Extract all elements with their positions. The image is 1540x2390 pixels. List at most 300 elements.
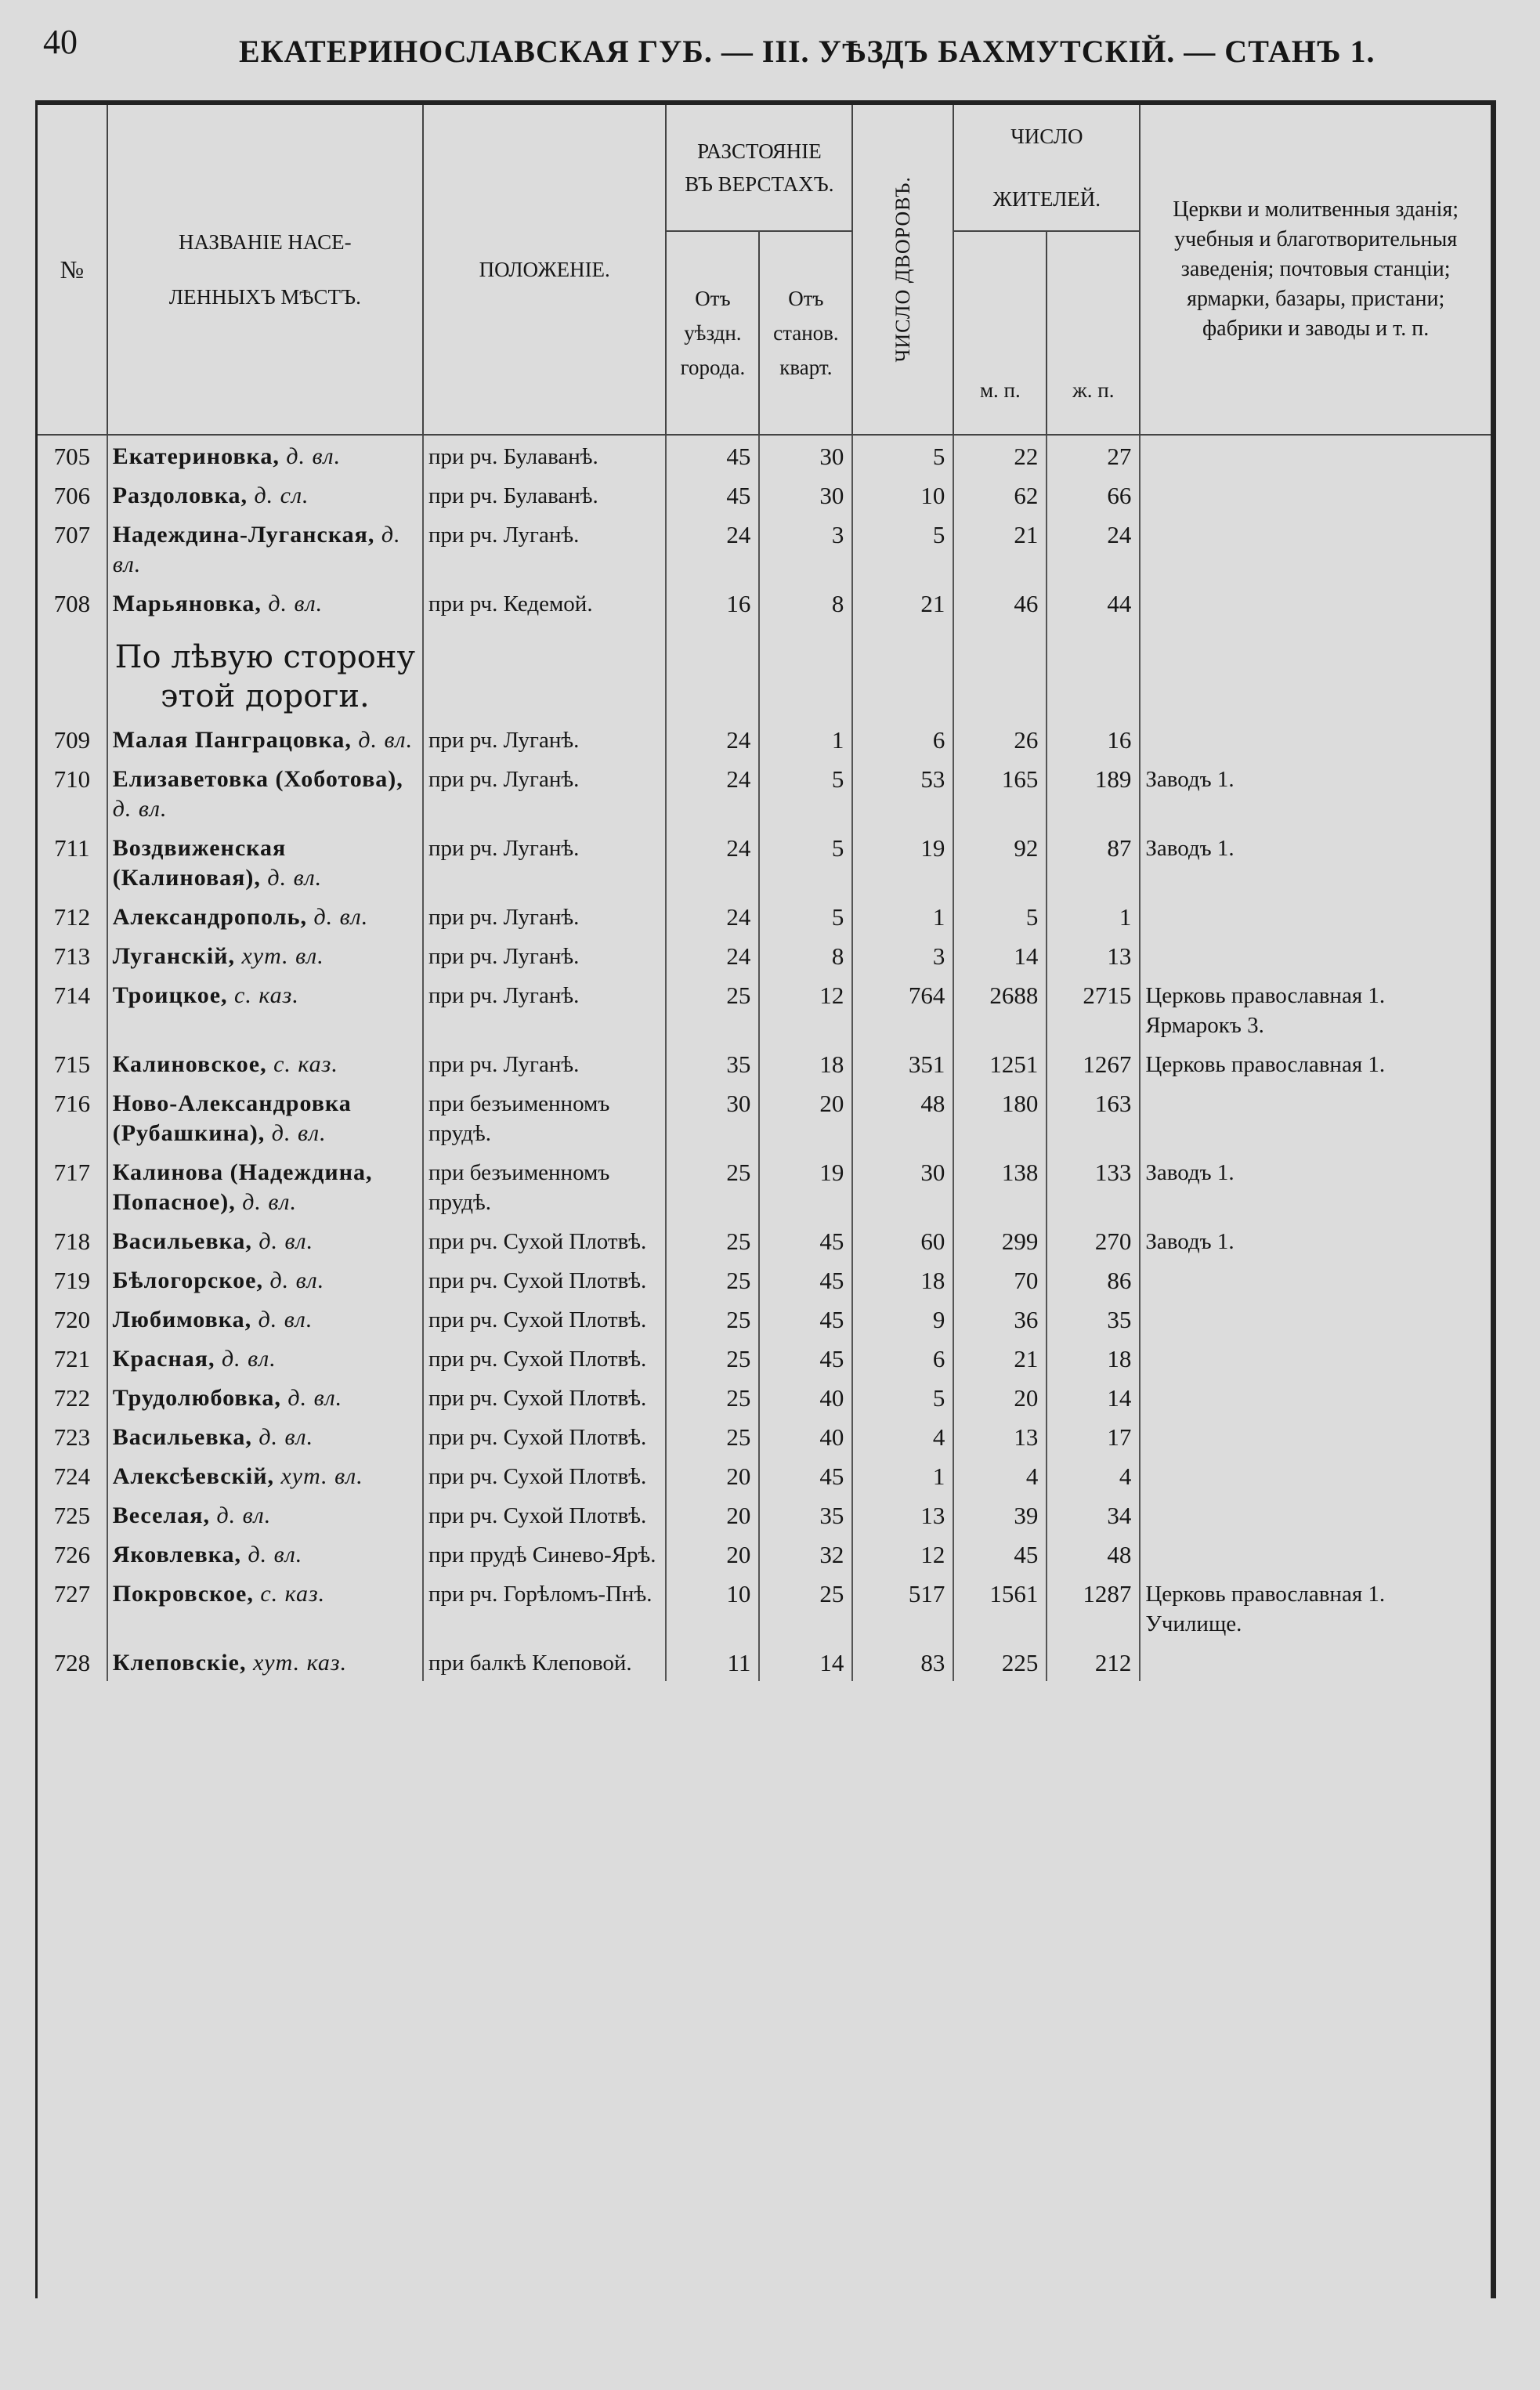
- distance-from-city: 24: [666, 935, 759, 974]
- distance-from-city: 25: [666, 1152, 759, 1220]
- male-count: 299: [953, 1220, 1047, 1260]
- settlement-name: [107, 896, 423, 935]
- settlement-name-text: Раздоловка,: [112, 483, 248, 508]
- settlement-name-text: Васильевка,: [112, 1228, 252, 1254]
- male-count: 39: [953, 1495, 1047, 1534]
- female-count: 18: [1047, 1338, 1140, 1377]
- female-count: 1: [1047, 896, 1140, 935]
- settlement-name: [107, 1377, 423, 1416]
- settlement-position: при рч. Сухой Плотвѣ.: [423, 1260, 667, 1299]
- settlement-name: [107, 475, 423, 514]
- col-distance-header: РАЗСТОЯНІЕ ВЪ ВЕРСТАХЪ.: [666, 105, 852, 231]
- distance-from-city: 16: [666, 583, 759, 622]
- female-count: 163: [1047, 1083, 1140, 1152]
- female-count: 17: [1047, 1416, 1140, 1455]
- households-count: 10: [852, 475, 953, 514]
- settlement-kind: д. вл.: [112, 796, 168, 822]
- settlement-name: [107, 1043, 423, 1083]
- row-number: 722: [38, 1377, 107, 1416]
- female-count: 27: [1047, 435, 1140, 475]
- male-count: 20: [953, 1377, 1047, 1416]
- notes-cell: Церковь православная 1. Училище.: [1145, 1582, 1386, 1636]
- households-count: 60: [852, 1220, 953, 1260]
- table-row: [38, 1455, 1491, 1495]
- female-count: 87: [1047, 827, 1140, 896]
- settlement-name: [107, 1338, 423, 1377]
- settlement-position: при рч. Сухой Плотвѣ.: [423, 1377, 667, 1416]
- male-count: 1561: [953, 1573, 1047, 1642]
- settlement-name-text: Елизаветовка (Хоботова),: [112, 766, 403, 792]
- settlement-name: [107, 1642, 423, 1681]
- notes-cell: [1140, 1416, 1491, 1455]
- female-count: 44: [1047, 583, 1140, 622]
- settlement-name-text: Трудолюбовка,: [112, 1385, 281, 1411]
- distance-from-stan: 35: [759, 1495, 852, 1534]
- households-count: 3: [852, 935, 953, 974]
- row-number: 728: [38, 1642, 107, 1681]
- col-households-header: [852, 105, 953, 435]
- table-row: [38, 1377, 1491, 1416]
- settlement-name-text: Клеповскіе,: [112, 1650, 247, 1676]
- table-row: [38, 719, 1491, 758]
- male-count: 92: [953, 827, 1047, 896]
- row-number: 717: [38, 1152, 107, 1220]
- distance-from-city: 25: [666, 974, 759, 1043]
- notes-cell: [1140, 1642, 1491, 1681]
- households-count: 764: [852, 974, 953, 1043]
- notes-cell: [1140, 896, 1491, 935]
- settlement-kind: с. каз.: [234, 982, 299, 1008]
- distance-from-stan: 12: [759, 974, 852, 1043]
- row-number: 708: [38, 583, 107, 622]
- row-number: 714: [38, 974, 107, 1043]
- col-notes-header: Церкви и молитвенныя зданія; учебныя и благотворительныя заведенія; почтовыя станціи; ярмарки, базары, пристани; фабрики и заводы и т. п.: [1140, 105, 1491, 435]
- settlement-name-text: Марьяновка,: [112, 591, 262, 616]
- distance-from-stan: 5: [759, 896, 852, 935]
- distance-from-city: 45: [666, 435, 759, 475]
- notes-cell: [1140, 1534, 1491, 1573]
- distance-from-stan: 40: [759, 1416, 852, 1455]
- distance-from-stan: 32: [759, 1534, 852, 1573]
- settlement-kind: хут. каз.: [252, 1650, 348, 1676]
- female-count: 13: [1047, 935, 1140, 974]
- settlement-kind: д. вл.: [267, 865, 323, 891]
- notes-cell: Церковь православная 1.: [1145, 1052, 1386, 1077]
- settlements-table: [38, 105, 1491, 1681]
- notes-cell: [1140, 514, 1491, 583]
- distance-from-city: 25: [666, 1260, 759, 1299]
- households-count: 517: [852, 1573, 953, 1642]
- row-number: 719: [38, 1260, 107, 1299]
- distance-from-stan: 20: [759, 1083, 852, 1152]
- table-row: [38, 1043, 1491, 1083]
- row-number: 711: [38, 827, 107, 896]
- female-count: 14: [1047, 1377, 1140, 1416]
- col-male-header: м. п.: [953, 231, 1047, 435]
- notes-cell: Заводъ 1.: [1145, 1229, 1235, 1254]
- settlement-kind: д. вл.: [216, 1502, 272, 1528]
- table-row: [38, 1642, 1491, 1681]
- settlement-name-text: Луганскій,: [112, 943, 235, 969]
- settlement-name: [107, 1260, 423, 1299]
- female-count: 24: [1047, 514, 1140, 583]
- table-row: [38, 1338, 1491, 1377]
- distance-from-city: 24: [666, 827, 759, 896]
- distance-from-stan: 19: [759, 1152, 852, 1220]
- settlement-name-text: Ново-Александровка (Рубашкина),: [112, 1090, 352, 1146]
- row-number: 726: [38, 1534, 107, 1573]
- row-number: 727: [38, 1573, 107, 1642]
- notes-cell: Церковь православная 1. Ярмарокъ 3.: [1145, 983, 1386, 1038]
- distance-from-city: 20: [666, 1495, 759, 1534]
- table-row: [38, 1534, 1491, 1573]
- settlement-kind: д. вл.: [286, 443, 342, 469]
- settlement-name-text: Красная,: [112, 1346, 215, 1372]
- settlement-kind: с. каз.: [273, 1051, 338, 1077]
- settlement-name: [107, 1220, 423, 1260]
- settlement-kind: с. каз.: [260, 1581, 326, 1607]
- settlement-name-text: Бѣлогорское,: [112, 1267, 263, 1293]
- female-count: 66: [1047, 475, 1140, 514]
- notes-cell: [1140, 1260, 1491, 1299]
- settlement-kind: хут. вл.: [280, 1463, 363, 1489]
- row-number: 718: [38, 1220, 107, 1260]
- male-count: 36: [953, 1299, 1047, 1338]
- settlement-name: [107, 1495, 423, 1534]
- table-row: [38, 896, 1491, 935]
- settlement-position: при рч. Луганѣ.: [423, 974, 667, 1043]
- settlement-name: [107, 827, 423, 896]
- distance-from-city: 25: [666, 1299, 759, 1338]
- distance-from-stan: 5: [759, 827, 852, 896]
- settlement-position: при рч. Луганѣ.: [423, 1043, 667, 1083]
- table-row: [38, 1495, 1491, 1534]
- settlement-position: при рч. Сухой Плотвѣ.: [423, 1220, 667, 1260]
- col-number-header: №: [38, 105, 107, 435]
- notes-cell: [1140, 1495, 1491, 1534]
- row-number: 707: [38, 514, 107, 583]
- settlement-name-text: Алексѣевскій,: [112, 1463, 274, 1489]
- settlement-name: [107, 1455, 423, 1495]
- settlement-name: [107, 758, 423, 827]
- male-count: 138: [953, 1152, 1047, 1220]
- settlement-position: при рч. Горѣломъ-Пнѣ.: [423, 1573, 667, 1642]
- households-count: 30: [852, 1152, 953, 1220]
- table-row: [38, 1299, 1491, 1338]
- section-row: [38, 622, 1491, 719]
- settlement-name-text: Малая Панграцовка,: [112, 727, 352, 753]
- female-count: 4: [1047, 1455, 1140, 1495]
- notes-cell: Заводъ 1.: [1145, 1160, 1235, 1185]
- settlement-name: [107, 719, 423, 758]
- table-row: [38, 435, 1491, 475]
- households-count: 6: [852, 719, 953, 758]
- settlement-position: при балкѣ Клеповой.: [423, 1642, 667, 1681]
- settlement-position: при рч. Луганѣ.: [423, 935, 667, 974]
- settlement-name: [107, 1299, 423, 1338]
- table-row: [38, 1220, 1491, 1260]
- settlement-position: при рч. Сухой Плотвѣ.: [423, 1455, 667, 1495]
- settlement-name-text: Калинова (Надеждина, Попасное),: [112, 1159, 373, 1215]
- table-row: [38, 1083, 1491, 1152]
- distance-from-stan: 40: [759, 1377, 852, 1416]
- settlement-kind: д. вл.: [358, 727, 414, 753]
- female-count: 1267: [1047, 1043, 1140, 1083]
- male-count: 14: [953, 935, 1047, 974]
- households-count: 1: [852, 1455, 953, 1495]
- notes-cell: [1140, 935, 1491, 974]
- distance-from-city: 24: [666, 896, 759, 935]
- settlement-name: [107, 1152, 423, 1220]
- distance-from-city: 11: [666, 1642, 759, 1681]
- distance-from-stan: 45: [759, 1220, 852, 1260]
- households-count: 48: [852, 1083, 953, 1152]
- row-number: 720: [38, 1299, 107, 1338]
- table-row: [38, 827, 1491, 896]
- notes-cell: [1140, 475, 1491, 514]
- female-count: 34: [1047, 1495, 1140, 1534]
- distance-from-city: 10: [666, 1573, 759, 1642]
- col-position-header: ПОЛОЖЕНІЕ.: [423, 105, 667, 435]
- settlement-position: при прудѣ Синево-Ярѣ.: [423, 1534, 667, 1573]
- female-count: 48: [1047, 1534, 1140, 1573]
- row-number: 710: [38, 758, 107, 827]
- settlement-position: при рч. Сухой Плотвѣ.: [423, 1495, 667, 1534]
- households-count: 83: [852, 1642, 953, 1681]
- distance-from-stan: 8: [759, 935, 852, 974]
- row-number: 715: [38, 1043, 107, 1083]
- col-name-header: НАЗВАНІЕ НАСЕ- ЛЕННЫХЪ МѢСТЪ.: [107, 105, 423, 435]
- female-count: 270: [1047, 1220, 1140, 1260]
- settlement-name-text: Воздвиженская (Калиновая),: [112, 835, 287, 891]
- distance-from-stan: 45: [759, 1260, 852, 1299]
- settlement-kind: д. вл.: [242, 1189, 298, 1215]
- col-dist-city-header: Отъ уѣздн. города.: [666, 231, 759, 435]
- distance-from-city: 30: [666, 1083, 759, 1152]
- table-row: [38, 475, 1491, 514]
- col-female-header: ж. п.: [1047, 231, 1140, 435]
- settlement-name: [107, 1534, 423, 1573]
- settlement-name-text: Александрополь,: [112, 904, 307, 930]
- row-number: 716: [38, 1083, 107, 1152]
- row-number: 724: [38, 1455, 107, 1495]
- settlement-name-text: Яковлевка,: [112, 1542, 241, 1567]
- settlement-kind: д. вл.: [112, 522, 401, 577]
- settlement-position: при рч. Булаванѣ.: [423, 475, 667, 514]
- female-count: 2715: [1047, 974, 1140, 1043]
- female-count: 133: [1047, 1152, 1140, 1220]
- row-number: 725: [38, 1495, 107, 1534]
- male-count: 45: [953, 1534, 1047, 1573]
- settlement-name-text: Васильевка,: [112, 1424, 252, 1450]
- male-count: 1251: [953, 1043, 1047, 1083]
- notes-cell: [1140, 1083, 1491, 1152]
- notes-cell: [1140, 719, 1491, 758]
- distance-from-stan: 8: [759, 583, 852, 622]
- settlement-name-text: Покровское,: [112, 1581, 254, 1607]
- male-count: 21: [953, 514, 1047, 583]
- male-count: 2688: [953, 974, 1047, 1043]
- settlement-name: [107, 935, 423, 974]
- notes-cell: Заводъ 1.: [1145, 836, 1235, 861]
- settlement-kind: д. вл.: [268, 591, 324, 616]
- settlement-name-text: Калиновское,: [112, 1051, 267, 1077]
- distance-from-stan: 14: [759, 1642, 852, 1681]
- settlement-kind: д. вл.: [258, 1307, 313, 1332]
- male-count: 225: [953, 1642, 1047, 1681]
- notes-cell: [1140, 1299, 1491, 1338]
- row-number: 705: [38, 435, 107, 475]
- distance-from-stan: 1: [759, 719, 852, 758]
- settlement-name: [107, 435, 423, 475]
- distance-from-city: 25: [666, 1416, 759, 1455]
- settlement-name-text: Любимовка,: [112, 1307, 252, 1332]
- settlement-position: при рч. Сухой Плотвѣ.: [423, 1416, 667, 1455]
- row-number: 713: [38, 935, 107, 974]
- households-count: 4: [852, 1416, 953, 1455]
- distance-from-stan: 3: [759, 514, 852, 583]
- table-row: [38, 514, 1491, 583]
- settlement-name-text: Троицкое,: [112, 982, 228, 1008]
- table-row: [38, 1152, 1491, 1220]
- distance-from-stan: 30: [759, 475, 852, 514]
- notes-cell: [1140, 1455, 1491, 1495]
- distance-from-stan: 45: [759, 1338, 852, 1377]
- households-count: 21: [852, 583, 953, 622]
- page-heading: ЕКАТЕРИНОСЛАВСКАЯ ГУБ. — III. УѢЗДЪ БАХМУТСКІЙ. — СТАНЪ 1.: [239, 34, 1376, 69]
- notes-cell: [1140, 1338, 1491, 1377]
- female-count: 189: [1047, 758, 1140, 827]
- settlement-position: при рч. Луганѣ.: [423, 896, 667, 935]
- settlement-kind: д. сл.: [254, 483, 309, 508]
- notes-cell: [1140, 583, 1491, 622]
- settlement-position: при безъименномъ прудѣ.: [423, 1083, 667, 1152]
- distance-from-stan: 45: [759, 1299, 852, 1338]
- households-count: 5: [852, 514, 953, 583]
- settlement-position: при рч. Луганѣ.: [423, 758, 667, 827]
- settlement-position: при рч. Луганѣ.: [423, 514, 667, 583]
- settlement-kind: хут. вл.: [241, 943, 324, 969]
- distance-from-city: 35: [666, 1043, 759, 1083]
- settlement-position: при рч. Кедемой.: [423, 583, 667, 622]
- distance-from-city: 24: [666, 719, 759, 758]
- settlement-name-text: Екатериновка,: [112, 443, 280, 469]
- section-title: По лѣвую сторону этой дороги.: [114, 639, 415, 714]
- female-count: 1287: [1047, 1573, 1140, 1642]
- households-label: ЧИСЛО ДВОРОВЪ.: [891, 176, 914, 363]
- settlement-name: [107, 974, 423, 1043]
- row-number: 706: [38, 475, 107, 514]
- male-count: 4: [953, 1455, 1047, 1495]
- notes-cell: [1140, 435, 1491, 475]
- settlement-kind: д. вл.: [248, 1542, 303, 1567]
- households-count: 5: [852, 435, 953, 475]
- settlement-kind: д. вл.: [269, 1267, 325, 1293]
- page-number: 40: [43, 23, 78, 61]
- settlement-name-text: Надеждина-Луганская,: [112, 522, 375, 548]
- col-dist-stan-header: Отъ станов. кварт.: [759, 231, 852, 435]
- table-row: [38, 583, 1491, 622]
- households-count: 53: [852, 758, 953, 827]
- households-count: 1: [852, 896, 953, 935]
- male-count: 70: [953, 1260, 1047, 1299]
- settlement-name-text: Веселая,: [112, 1502, 210, 1528]
- col-residents-header: ЧИСЛО ЖИТЕЛЕЙ.: [953, 105, 1140, 231]
- male-count: 180: [953, 1083, 1047, 1152]
- row-number: 723: [38, 1416, 107, 1455]
- table-row: [38, 758, 1491, 827]
- female-count: 16: [1047, 719, 1140, 758]
- row-number: 721: [38, 1338, 107, 1377]
- male-count: 26: [953, 719, 1047, 758]
- distance-from-stan: 45: [759, 1455, 852, 1495]
- settlement-name: [107, 1083, 423, 1152]
- distance-from-city: 45: [666, 475, 759, 514]
- table-row: [38, 935, 1491, 974]
- distance-from-city: 24: [666, 758, 759, 827]
- distance-from-city: 20: [666, 1455, 759, 1495]
- settlement-name: [107, 1416, 423, 1455]
- notes-cell: [1140, 1377, 1491, 1416]
- settlement-position: при безъименномъ прудѣ.: [423, 1152, 667, 1220]
- female-count: 35: [1047, 1299, 1140, 1338]
- households-count: 6: [852, 1338, 953, 1377]
- male-count: 21: [953, 1338, 1047, 1377]
- male-count: 5: [953, 896, 1047, 935]
- distance-from-city: 24: [666, 514, 759, 583]
- settlement-position: при рч. Луганѣ.: [423, 719, 667, 758]
- households-count: 12: [852, 1534, 953, 1573]
- settlement-name: [107, 1573, 423, 1642]
- distance-from-stan: 25: [759, 1573, 852, 1642]
- settlement-name: [107, 514, 423, 583]
- settlement-position: при рч. Луганѣ.: [423, 827, 667, 896]
- distance-from-stan: 18: [759, 1043, 852, 1083]
- table-row: [38, 1573, 1491, 1642]
- table-row: [38, 974, 1491, 1043]
- distance-from-stan: 5: [759, 758, 852, 827]
- settlement-kind: д. вл.: [258, 1424, 314, 1450]
- distance-from-city: 25: [666, 1377, 759, 1416]
- settlement-position: при рч. Сухой Плотвѣ.: [423, 1299, 667, 1338]
- notes-cell: Заводъ 1.: [1145, 767, 1235, 792]
- male-count: 165: [953, 758, 1047, 827]
- table-row: [38, 1416, 1491, 1455]
- households-count: 19: [852, 827, 953, 896]
- households-count: 13: [852, 1495, 953, 1534]
- households-count: 18: [852, 1260, 953, 1299]
- settlement-kind: д. вл.: [221, 1346, 277, 1372]
- male-count: 62: [953, 475, 1047, 514]
- settlement-name: [107, 583, 423, 622]
- settlement-kind: д. вл.: [313, 904, 369, 930]
- households-count: 351: [852, 1043, 953, 1083]
- female-count: 212: [1047, 1642, 1140, 1681]
- row-number: 709: [38, 719, 107, 758]
- statistics-table-frame: [35, 100, 1496, 2298]
- distance-from-stan: 30: [759, 435, 852, 475]
- settlement-kind: д. вл.: [271, 1120, 327, 1146]
- page-header: [43, 16, 1516, 86]
- distance-from-city: 25: [666, 1338, 759, 1377]
- settlement-position: при рч. Булаванѣ.: [423, 435, 667, 475]
- distance-from-city: 25: [666, 1220, 759, 1260]
- settlement-position: при рч. Сухой Плотвѣ.: [423, 1338, 667, 1377]
- male-count: 22: [953, 435, 1047, 475]
- settlement-kind: д. вл.: [287, 1385, 343, 1411]
- female-count: 86: [1047, 1260, 1140, 1299]
- distance-from-city: 20: [666, 1534, 759, 1573]
